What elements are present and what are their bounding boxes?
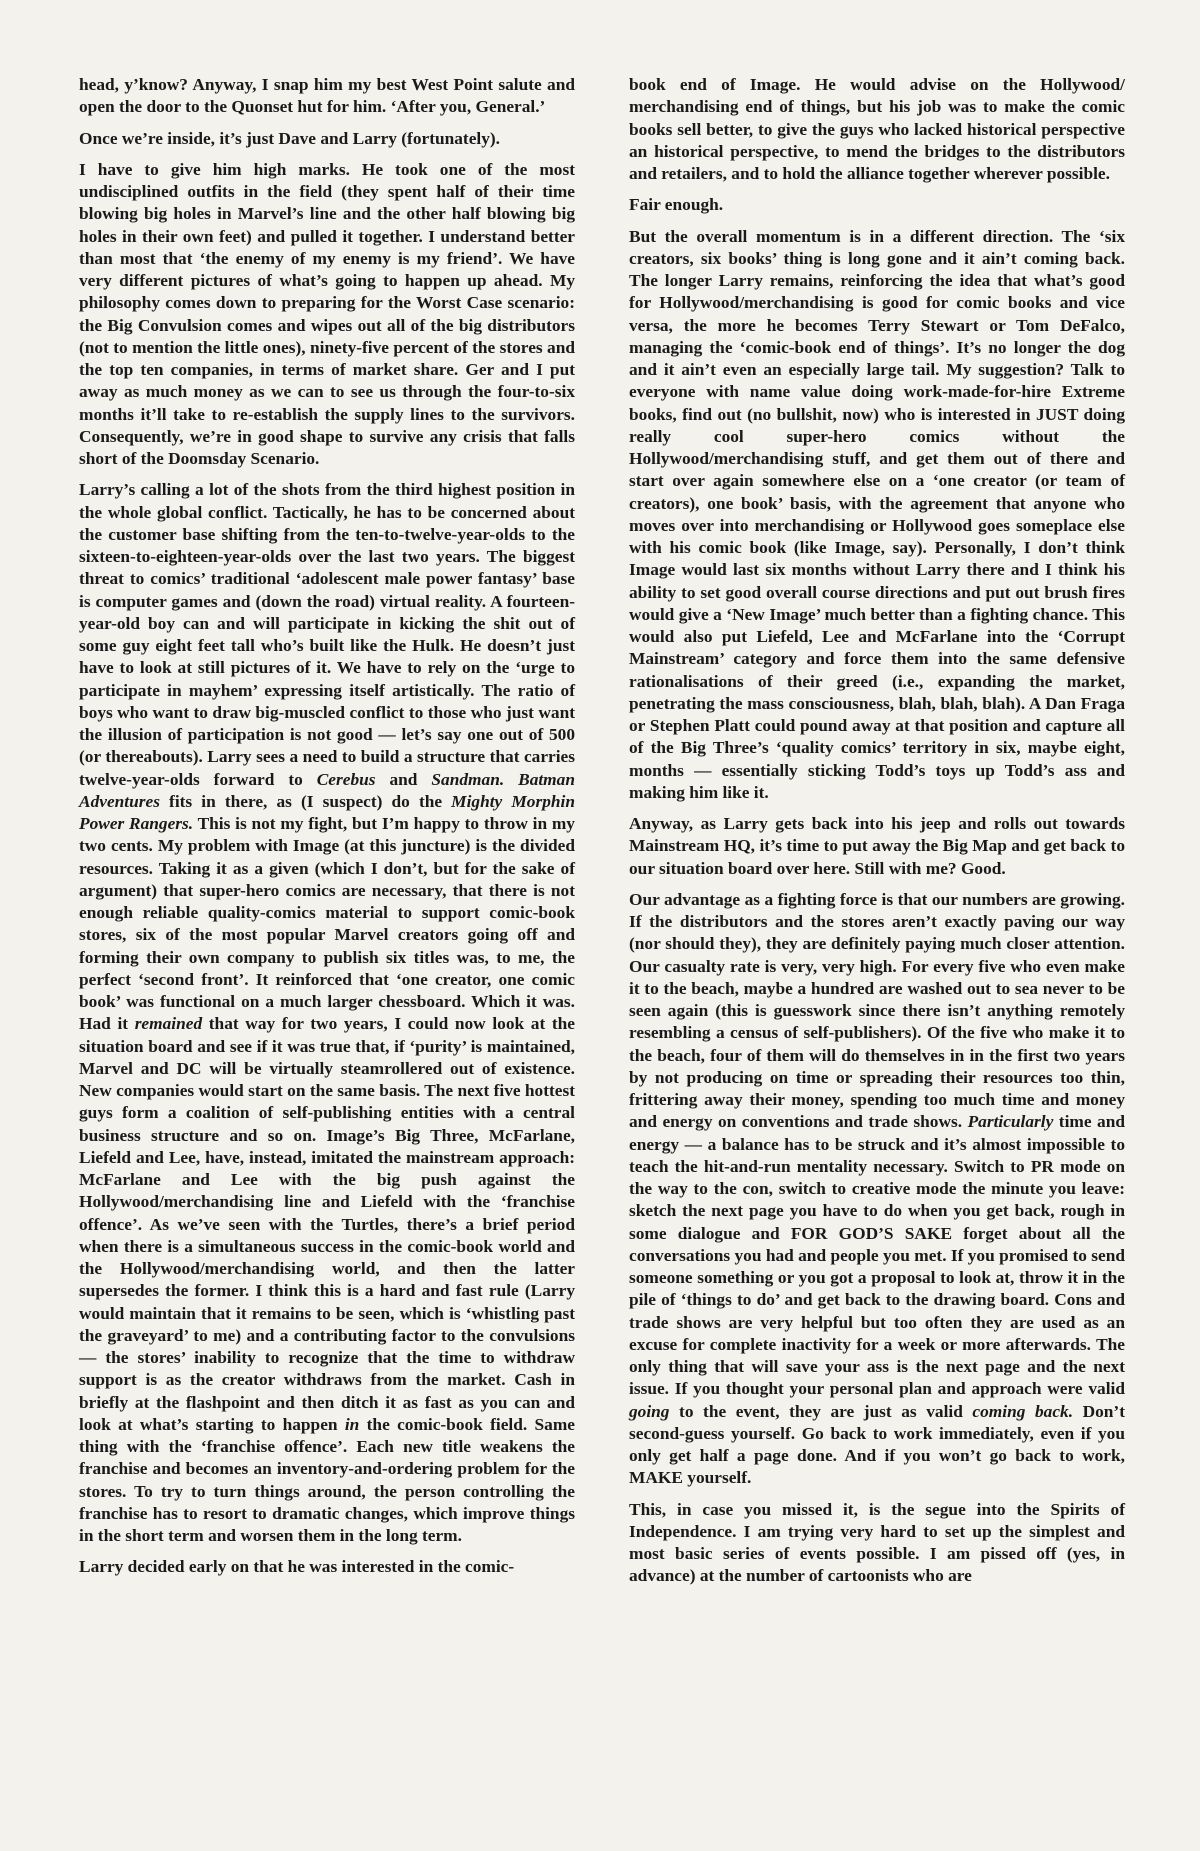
italic-emphasis: coming back. xyxy=(972,1401,1074,1421)
italic-emphasis: Particularly xyxy=(967,1112,1054,1132)
text-run: and xyxy=(375,769,432,789)
text-run: Don’t second-guess yourself. Go back to work immediately, even if you only get half a page done. And if you won’t go back to work, MAKE yourself. xyxy=(629,1401,1125,1488)
paragraph: Larry decided early on that he was interested in the comic- xyxy=(79,1557,515,1577)
paragraph: I have to give him high marks. He took one of the most undisciplined outfits in the field (they spent half of their time blowing big holes in Marvel’s line and the other half blowing big holes in their own feet) and pulled it together. I understand better than most that ‘the enemy of my enemy is my friend’. We have very different pictures of what’s going to happen up ahead. My philosophy comes down to preparing for the Worst Case scenario: the Big Convulsion comes and wipes out all of the big distributors (not to mention the little ones), ninety-five percent of the stores and the top ten companies, in terms of market share. Ger and I put away as much money as we can to see us through the four-to-six months it’ll take to re-establish the supply lines to the survivors. Consequently, we’re in good shape to survive any crisis that falls short of the Doomsday Scenario. xyxy=(79,159,575,468)
paragraph: head, y’know? Anyway, I snap him my best West Point salute and open the door to the Quonset hut for him. ‘After you, General.’ xyxy=(79,75,575,117)
paragraph: This, in case you missed it, is the segue into the Spirits of Independence. I am trying very hard to set up the simplest and most basic series of events possible. I am pissed off (yes, in advance) at the number of cartoonists who are xyxy=(629,1499,1125,1586)
text-run: time and energy — a balance has to be struck and it’s almost impossible to teach the hit-and-run mentality necessary. Switch to PR mode on the way to the con, switch to creative mode the minute you leave: sketch the next page you have to do when you get back, rough in some dialogue and FOR GOD’S SAKE forget about all the conversations you had and people you met. If you promised to send someone something or you got a proposal to look at, throw it in the pile of ‘things to do’ and get back to the drawing board. Cons and trade shows are very helpful but too often they are used as an excuse for complete inactivity for a week or more afterwards. The only thing that will save your ass is the next page and the next issue. If you thought your personal plan and approach were valid xyxy=(629,1112,1125,1399)
italic-title: Cerebus xyxy=(316,769,376,789)
paragraph xyxy=(629,889,1125,1490)
italic-emphasis: remained xyxy=(134,1014,203,1034)
paragraph: Anyway, as Larry gets back into his jeep and rolls out towards Mainstream HQ, it’s time to put away the Big Map and get back to our situation board over here. Still with me? Good. xyxy=(629,814,1125,878)
paragraph xyxy=(79,479,575,1547)
paragraph: But the overall momentum is in a different direction. The ‘six creators, six books’ thing is long gone and it ain’t coming back. The longer Larry remains, reinforcing the idea that what’s good for Hollywood/merchandising is good for comic books and vice versa, the more he becomes Terry Stewart or Tom DeFalco, managing the ‘comic-book end of things’. It’s no longer the dog and it ain’t even an especially large tail. My suggestion? Talk to everyone with name value doing work-made-for-hire Extreme books, find out (no bullshit, now) who is interested in JUST doing really cool super-hero comics without the Hollywood/merchandising stuff, and get them out of there and start over again somewhere else on a ‘one creator (or team of creators), one book’ basis, with the agreement that anyone who moves over into merchandising or Hollywood goes someplace else with his comic book (like Image, say). Personally, I don’t think Image would last six months without Larry there and I think his ability to set good overall course directions and put out brush fires would give a ‘New Image’ much better than a fighting chance. This would also put Liefeld, Lee and McFarlane into the ‘Corrupt Mainstream’ category and force them into the same defensive rationalisations of their greed (i.e., expanding the market, penetrating the mass consciousness, blah, blah, blah). A Dan Fraga or Stephen Platt could pound away at that position and capture all of the Big Three’s ‘quality comics’ territory in six, maybe eight, months — essentially sticking Todd’s toys up Todd’s ass and making him like it. xyxy=(629,226,1125,802)
italic-emphasis: going xyxy=(629,1401,670,1421)
text-run: that way for two years, I could now look at the situation board and see if it was true that, if ‘purity’ is maintained, Marvel and DC will be virtually steamrollered out of existence. New companies would start on the same basis. The next five hottest guys form a coalition of self-publishing entities with a central business structure and so on. Image’s Big Three, McFarlane, Liefeld and Lee, have, instead, imitated the mainstream approach: McFarlane and Lee with the big push against the Hollywood/merchandising line and Liefeld with the ‘franchise offence’. As we’ve seen with the Turtles, there’s a brief period when there is a simultaneous success in the comic-book world and the Hollywood/merchandising world, and then the latter supersedes the former. I think this is a hard and fast rule (Larry would maintain that it remains to be seen, which is ‘whistling past the graveyard’ to me) and a contributing factor to the convulsions — the stores’ inability to recognize that the time to withdraw support is as the creator withdraws from the market. Cash in briefly at the flashpoint and then ditch it as fast as you can and look at what’s starting to happen xyxy=(79,1014,575,1434)
text-run: to the event, they are just as valid xyxy=(669,1401,973,1421)
text-run: fits in there, as (I suspect) do the xyxy=(159,791,452,811)
text-run: This is not my fight, but I’m happy to throw in my two cents. My problem with Image (at this juncture) is the divided resources. Taking it as a given (which I don’t, but for the sake of argument) that super-hero comics are necessary, that there is not enough reliable quality-comics material to support comic-book stores, six of the most popular Marvel creators going off and forming their own company to publish six titles was, to me, the perfect ‘second front’. It reinforced that ‘one creator, one comic book’ was functional on a much larger chessboard. Which it was. Had it xyxy=(79,814,575,1034)
paragraph: Fair enough. xyxy=(629,195,724,215)
italic-title: Sandman. Batman Adventures xyxy=(79,769,575,811)
italic-emphasis: in xyxy=(344,1414,360,1434)
left-column xyxy=(79,74,575,1588)
text-run: Our advantage as a fighting force is that our numbers are growing. If the distributors and the stores aren’t exactly paving our way (nor should they), they are definitely paying much closer attention. Our casualty rate is very, very high. For every five who even make it to the beach, maybe a hundred are washed out to sea never to be seen again (this is guesswork since there isn’t anything remotely resembling a census of self-publishers). Of the five who make it to the beach, four of them will do themselves in in the first two years by not producing on time or spreading their resources too thin, frittering away their money, spending too much time and money and energy on conventions and trade shows. xyxy=(629,889,1125,1132)
italic-title: Mighty Morphin Power Rangers. xyxy=(79,791,575,833)
text-run: Larry’s calling a lot of the shots from the third highest position in the whole global conflict. Tactically, he has to be concerned about the customer base shifting from the ten-to-twelve-year-olds to the sixteen-to-eighteen-year-olds over the last two years. The biggest threat to comics’ traditional ‘adolescent male power fantasy’ base is computer games and (down the road) virtual reality. A fourteen-year-old boy can and will participate in kicking the shit out of some guy eight feet tall who’s built like the Hulk. He doesn’t just have to look at still pictures of it. We have to rely on the ‘urge to participate in mayhem’ expressing itself artistically. The ratio of boys who want to draw big-muscled conflict to those who just want the illusion of participation is not good — let’s say one out of 500 (or thereabouts). Larry sees a need to build a structure that carries twelve-year-olds forward to xyxy=(79,480,575,789)
paragraph: book end of Image. He would advise on the Hollywood/ merchandising end of things, but his job was to make the comic books sell better, to give the guys who lacked historical perspective an historical perspective, to mend the bridges to the distributors and retailers, and to hold the alliance together wherever possible. xyxy=(629,75,1125,183)
right-column xyxy=(629,74,1125,1597)
text-run: the comic-book field. Same thing with the ‘franchise offence’. Each new title weakens the franchise and becomes an inventory-and-ordering problem for the stores. To try to turn things around, the person controlling the franchise has to resort to dramatic changes, which improve things in the short term and worsen them in the long term. xyxy=(79,1414,576,1545)
paragraph: Once we’re inside, it’s just Dave and Larry (fortunately). xyxy=(79,128,501,148)
